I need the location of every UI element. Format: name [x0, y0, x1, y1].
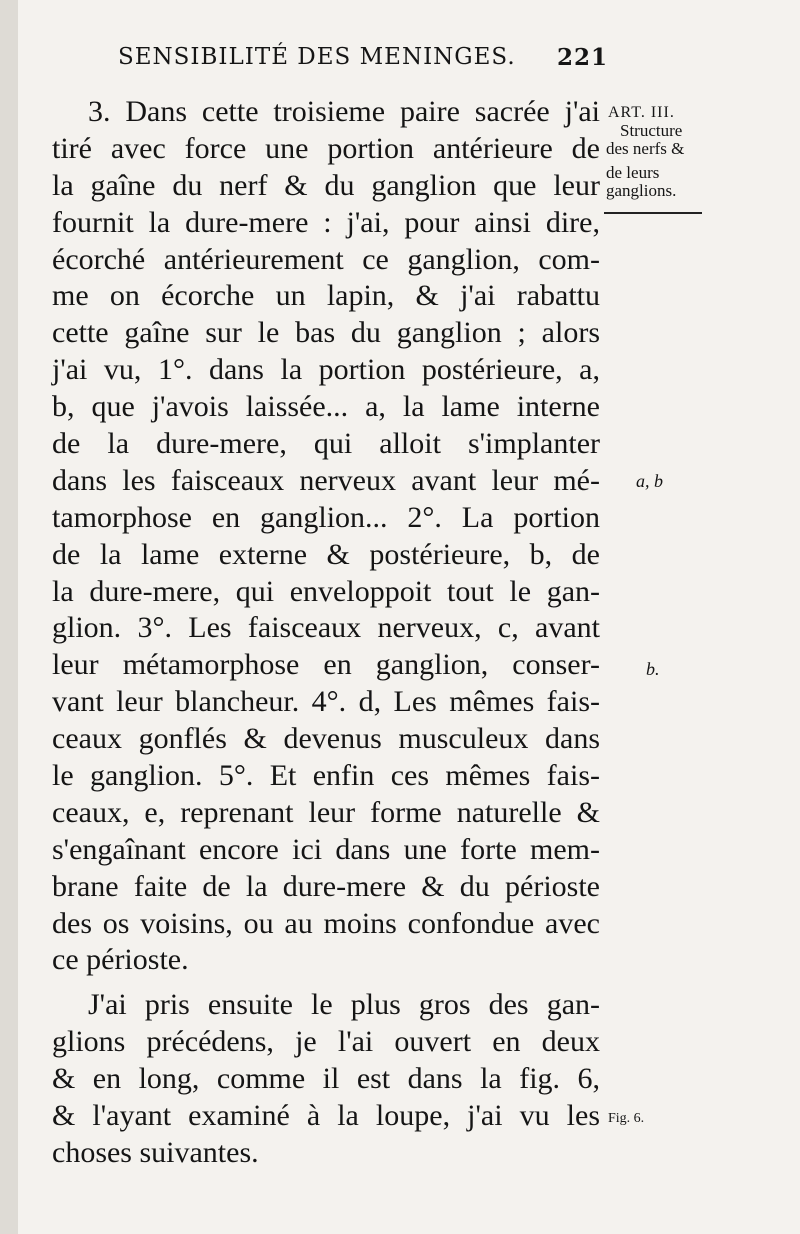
page-gutter	[0, 0, 18, 1234]
page-number: 221	[556, 44, 608, 71]
text-line: choses suivantes.	[52, 1135, 259, 1169]
text-line: glions précédens, je l'ai ouvert en deux	[52, 1025, 600, 1059]
figure-reference: Fig. 6.	[608, 1111, 645, 1126]
margin-ref-b: b.	[646, 659, 660, 679]
text-line: ceaux, e, reprenant leur forme naturelle &	[52, 795, 600, 829]
text-line: dans les faisceaux nerveux avant leur mé-	[52, 463, 600, 497]
text-line: tamorphose en ganglion... 2°. La portion	[52, 500, 600, 534]
text-line: vant leur blancheur. 4°. d, Les mêmes fais-	[52, 685, 600, 719]
text-line: écorché antérieurement ce ganglion, com-	[52, 242, 600, 276]
text-line: de la dure-mere, qui alloit s'implanter	[52, 427, 600, 461]
body-text	[52, 94, 600, 1172]
text-line: & l'ayant examiné à la loupe, j'ai vu les	[52, 1099, 600, 1133]
text-line: J'ai pris ensuite le plus gros des gan-	[88, 988, 600, 1022]
text-line: j'ai vu, 1°. dans la portion postérieure, a,	[52, 353, 600, 387]
text-line: tiré avec force une portion antérieure de	[52, 131, 600, 165]
structure-note-line: de leurs	[606, 163, 660, 182]
text-line: cette gaîne sur le bas du ganglion ; alors	[52, 316, 600, 350]
margin-rule	[604, 212, 702, 214]
text-line: leur métamorphose en ganglion, conser-	[52, 648, 600, 682]
text-line: fournit la dure-mere : j'ai, pour ainsi dire,	[52, 205, 600, 239]
article-note: ART. III.	[608, 104, 675, 121]
text-line: de la lame externe & postérieure, b, de	[52, 537, 600, 571]
text-line: brane faite de la dure-mere & du périoste	[52, 869, 600, 903]
running-title: SENSIBILITÉ DES MENINGES.	[118, 44, 516, 70]
text-line: & en long, comme il est dans la fig. 6,	[52, 1062, 600, 1096]
text-line: la gaîne du nerf & du ganglion que leur	[52, 168, 600, 202]
text-line: ceaux gonflés & devenus musculeux dans	[52, 722, 600, 756]
text-line: b, que j'avois laissée... a, la lame interne	[52, 390, 600, 424]
text-line: s'engaînant encore ici dans une forte mem-	[52, 832, 600, 866]
text-line: le ganglion. 5°. Et enfin ces mêmes fais-	[52, 759, 600, 793]
text-line: ce périoste.	[52, 943, 189, 977]
margin-ref-ab: a, b	[636, 471, 663, 491]
text-line: glion. 3°. Les faisceaux nerveux, c, avant	[52, 611, 600, 645]
structure-note-line: des nerfs &	[606, 139, 685, 158]
text-line: la dure-mere, qui enveloppoit tout le gan-	[52, 574, 600, 608]
structure-note-line: Structure	[620, 121, 683, 140]
structure-note-line: ganglions.	[606, 181, 677, 200]
text-line: 3. Dans cette troisieme paire sacrée j'ai	[88, 95, 600, 128]
text-line: des os voisins, ou au moins confondue avec	[52, 906, 600, 940]
text-line: me on écorche un lapin, & j'ai rabattu	[52, 279, 600, 313]
running-header	[118, 44, 608, 84]
